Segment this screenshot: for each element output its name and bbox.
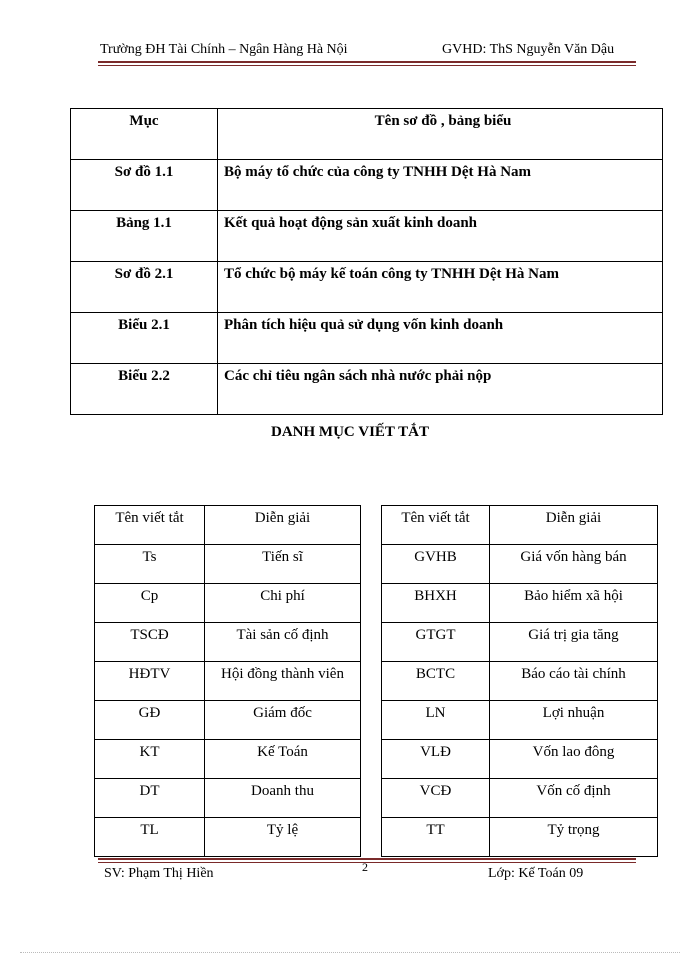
table-header-row <box>71 109 663 160</box>
meaning-cell: Vốn cố định <box>490 779 658 818</box>
meaning-cell: Tỷ lệ <box>205 818 361 857</box>
abbr-cell: KT <box>95 740 205 779</box>
table-row <box>382 584 658 623</box>
table-header-row <box>382 506 658 545</box>
table-row <box>95 818 361 857</box>
figure-name: Các chỉ tiêu ngân sách nhà nước phải nộp <box>218 364 663 415</box>
table-row <box>95 662 361 701</box>
figure-code: Sơ đồ 1.1 <box>71 160 218 211</box>
abbreviations-title: DANH MỤC VIẾT TẮT <box>271 424 429 440</box>
meaning-cell: Báo cáo tài chính <box>490 662 658 701</box>
abbr-cell: TL <box>95 818 205 857</box>
meaning-cell: Giá trị gia tăng <box>490 623 658 662</box>
table-row <box>382 623 658 662</box>
header-advisor: GVHD: ThS Nguyễn Văn Dậu <box>442 42 615 57</box>
meaning-cell: Giám đốc <box>205 701 361 740</box>
abbr-cell: TSCĐ <box>95 623 205 662</box>
abbr-cell: VCĐ <box>382 779 490 818</box>
abbr-cell: DT <box>95 779 205 818</box>
table-row <box>71 160 663 211</box>
meaning-cell: Bảo hiểm xã hội <box>490 584 658 623</box>
col-meaning-header: Diễn giải <box>205 506 361 545</box>
table-row <box>95 623 361 662</box>
meaning-cell: Tiến sĩ <box>205 545 361 584</box>
page-number: 2 <box>362 860 368 874</box>
footer-student: SV: Phạm Thị Hiền <box>104 866 214 881</box>
table-row <box>382 818 658 857</box>
meaning-cell: Kế Toán <box>205 740 361 779</box>
figure-code: Bảng 1.1 <box>71 211 218 262</box>
figure-name: Kết quả hoạt động sản xuất kinh doanh <box>218 211 663 262</box>
col-abbr-header: Tên viết tắt <box>95 506 205 545</box>
table-row <box>95 701 361 740</box>
abbr-cell: HĐTV <box>95 662 205 701</box>
col-meaning-header: Diễn giải <box>490 506 658 545</box>
abbr-cell: Cp <box>95 584 205 623</box>
abbreviations-table-right <box>381 505 658 857</box>
abbreviations-table-left <box>94 505 361 857</box>
table-row <box>71 262 663 313</box>
col-code-header: Mục <box>71 109 218 160</box>
header-rule <box>98 61 636 63</box>
figure-name: Bộ máy tổ chức của công ty TNHH Dệt Hà Nam <box>218 160 663 211</box>
figures-table <box>70 108 663 415</box>
table-row <box>382 701 658 740</box>
meaning-cell: Chi phí <box>205 584 361 623</box>
abbr-cell: GVHB <box>382 545 490 584</box>
meaning-cell: Tài sản cố định <box>205 623 361 662</box>
figure-name: Tổ chức bộ máy kế toán công ty TNHH Dệt Hà Nam <box>218 262 663 313</box>
col-abbr-header: Tên viết tắt <box>382 506 490 545</box>
table-row <box>71 313 663 364</box>
figure-code: Sơ đồ 2.1 <box>71 262 218 313</box>
table-header-row <box>95 506 361 545</box>
figure-name: Phân tích hiệu quả sử dụng vốn kinh doanh <box>218 313 663 364</box>
table-row <box>71 211 663 262</box>
abbr-cell: BHXH <box>382 584 490 623</box>
meaning-cell: Giá vốn hàng bán <box>490 545 658 584</box>
table-row <box>95 779 361 818</box>
abbr-cell: Ts <box>95 545 205 584</box>
meaning-cell: Vốn lao đông <box>490 740 658 779</box>
abbr-cell: GTGT <box>382 623 490 662</box>
table-row <box>95 545 361 584</box>
table-row <box>382 545 658 584</box>
figure-code: Biểu 2.1 <box>71 313 218 364</box>
footer-class: Lớp: Kế Toán 09 <box>488 866 584 881</box>
abbr-cell: GĐ <box>95 701 205 740</box>
meaning-cell: Lợi nhuận <box>490 701 658 740</box>
page-edge-divider <box>20 952 680 953</box>
table-row <box>382 740 658 779</box>
col-name-header: Tên sơ đồ , bảng biểu <box>218 109 663 160</box>
abbr-cell: TT <box>382 818 490 857</box>
meaning-cell: Hội đồng thành viên <box>205 662 361 701</box>
table-row <box>95 740 361 779</box>
table-row <box>382 662 658 701</box>
meaning-cell: Doanh thu <box>205 779 361 818</box>
header-rule-thin <box>98 65 636 66</box>
table-row <box>382 779 658 818</box>
table-row <box>71 364 663 415</box>
abbr-cell: VLĐ <box>382 740 490 779</box>
abbr-cell: LN <box>382 701 490 740</box>
meaning-cell: Tỷ trọng <box>490 818 658 857</box>
header-school: Trường ĐH Tài Chính – Ngân Hàng Hà Nội <box>100 42 348 57</box>
abbr-cell: BCTC <box>382 662 490 701</box>
figure-code: Biểu 2.2 <box>71 364 218 415</box>
table-row <box>95 584 361 623</box>
